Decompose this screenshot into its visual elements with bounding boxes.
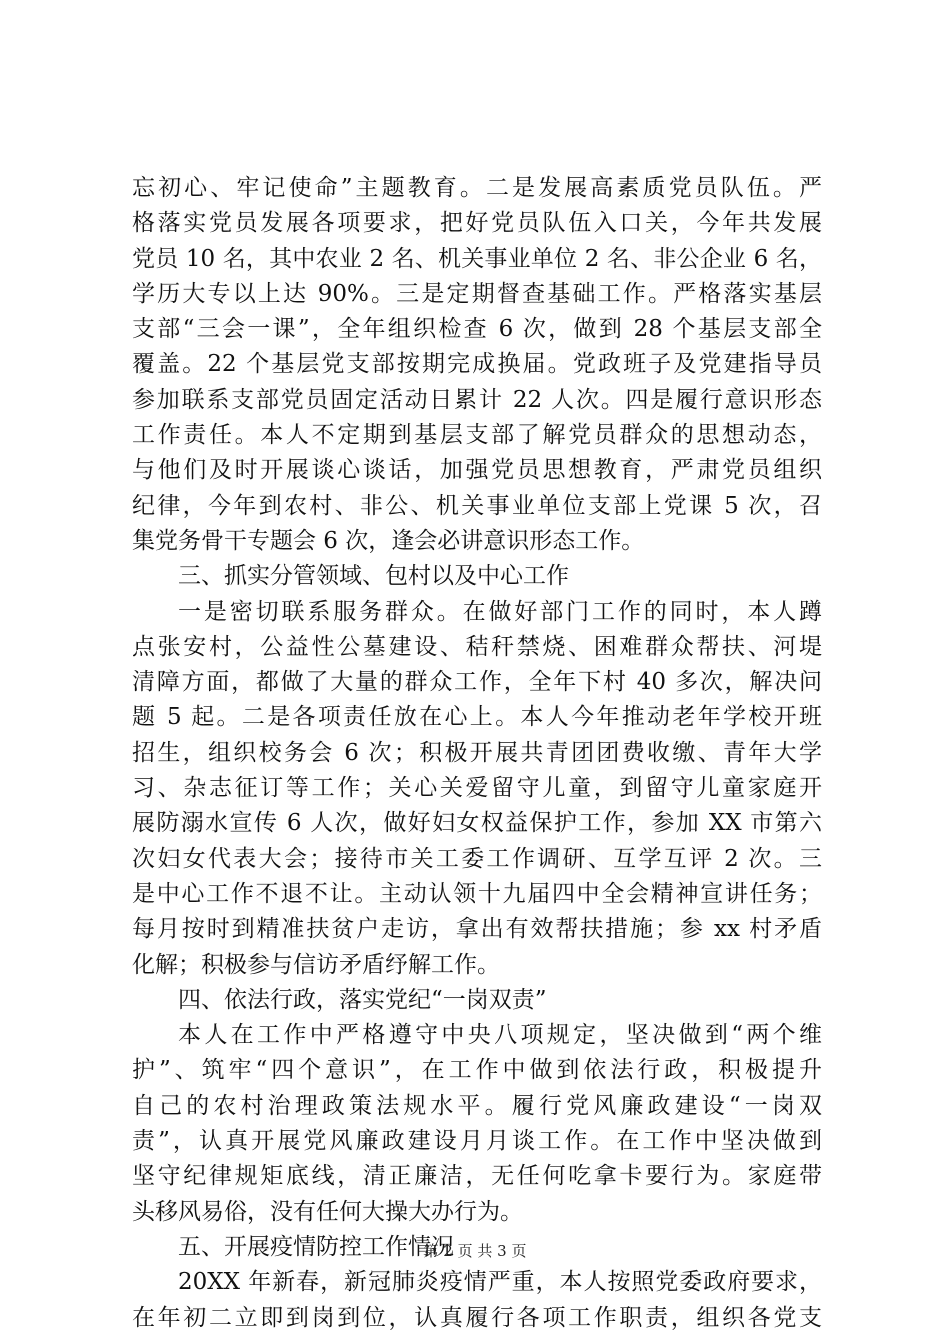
text-line: 工作责任。本人不定期到基层支部了解党员群众的思想动态， <box>132 422 822 449</box>
document-body <box>132 171 822 1336</box>
text-line: 是中心工作不退不让。主动认领十九届四中全会精神宣讲任务； <box>132 880 822 907</box>
text-line: 点张安村，公益性公墓建设、秸秆禁烧、困难群众帮扶、河堤 <box>132 633 822 660</box>
text-line: 支部“三会一课”，全年组织检查 6 次，做到 28 个基层支部全 <box>132 316 822 343</box>
text-line: 招生，组织校务会 6 次；积极开展共青团团费收缴、青年大学 <box>132 739 822 766</box>
text-line: 覆盖。22 个基层党支部按期完成换届。党政班子及党建指导员 <box>132 351 822 378</box>
text-line: 每月按时到精准扶贫户走访，拿出有效帮扶措施；参 xx 村矛盾 <box>132 916 822 943</box>
text-line: 五、开展疫情防控工作情况 <box>178 1233 454 1260</box>
text-line: 党员 10 名，其中农业 2 名、机关事业单位 2 名、非公企业 6 名， <box>132 245 822 272</box>
text-line: 参加联系支部党员固定活动日累计 22 人次。四是履行意识形态 <box>132 386 822 413</box>
text-line: 纪律，今年到农村、非公、机关事业单位支部上党课 5 次，召 <box>132 492 822 519</box>
text-line: 题 5 起。二是各项责任放在心上。本人今年推动老年学校开班 <box>132 704 822 731</box>
text-line: 化解；积极参与信访矛盾纾解工作。 <box>132 951 500 978</box>
text-line: 责”，认真开展党风廉政建设月月谈工作。在工作中坚决做到 <box>132 1128 822 1155</box>
text-line: 在年初二立即到岗到位，认真履行各项工作职责，组织各党支 <box>132 1304 822 1331</box>
text-line: 四、依法行政，落实党纪“一岗双责” <box>178 986 547 1013</box>
text-line: 与他们及时开展谈心谈话，加强党员思想教育，严肃党员组织 <box>132 457 822 484</box>
text-line: 展防溺水宣传 6 人次，做好妇女权益保护工作，参加 XX 市第六 <box>132 810 822 837</box>
text-line: 学历大专以上达 90%。三是定期督查基础工作。严格落实基层 <box>132 280 822 307</box>
text-line: 本人在工作中严格遵守中央八项规定，坚决做到“两个维 <box>178 1022 822 1049</box>
text-line: 清障方面，都做了大量的群众工作，全年下村 40 多次，解决问 <box>132 669 822 696</box>
text-line: 习、杂志征订等工作；关心关爱留守儿童，到留守儿童家庭开 <box>132 775 822 802</box>
text-line: 次妇女代表大会；接待市关工委工作调研、互学互评 2 次。三 <box>132 845 822 872</box>
text-line: 护”、筑牢“四个意识”，在工作中做到依法行政，积极提升 <box>132 1057 822 1084</box>
text-line: 20XX 年新春，新冠肺炎疫情严重，本人按照党委政府要求， <box>178 1269 822 1296</box>
text-line: 格落实党员发展各项要求，把好党员队伍入口关，今年共发展 <box>132 210 822 237</box>
text-line: 一是密切联系服务群众。在做好部门工作的同时，本人蹲 <box>178 598 822 625</box>
text-line: 坚守纪律规矩底线，清正廉洁，无任何吃拿卡要行为。家庭带 <box>132 1163 822 1190</box>
text-line: 忘初心、牢记使命”主题教育。二是发展高素质党员队伍。严 <box>132 175 822 201</box>
text-line: 自己的农村治理政策法规水平。履行党风廉政建设“一岗双 <box>132 1092 822 1119</box>
text-line: 三、抓实分管领域、包村以及中心工作 <box>178 563 569 590</box>
text-line: 集党务骨干专题会 6 次，逢会必讲意识形态工作。 <box>132 527 645 554</box>
text-line: 头移风易俗，没有任何大操大办行为。 <box>132 1198 523 1225</box>
page-footer: 第 2 页 共 3 页 <box>423 1242 527 1260</box>
